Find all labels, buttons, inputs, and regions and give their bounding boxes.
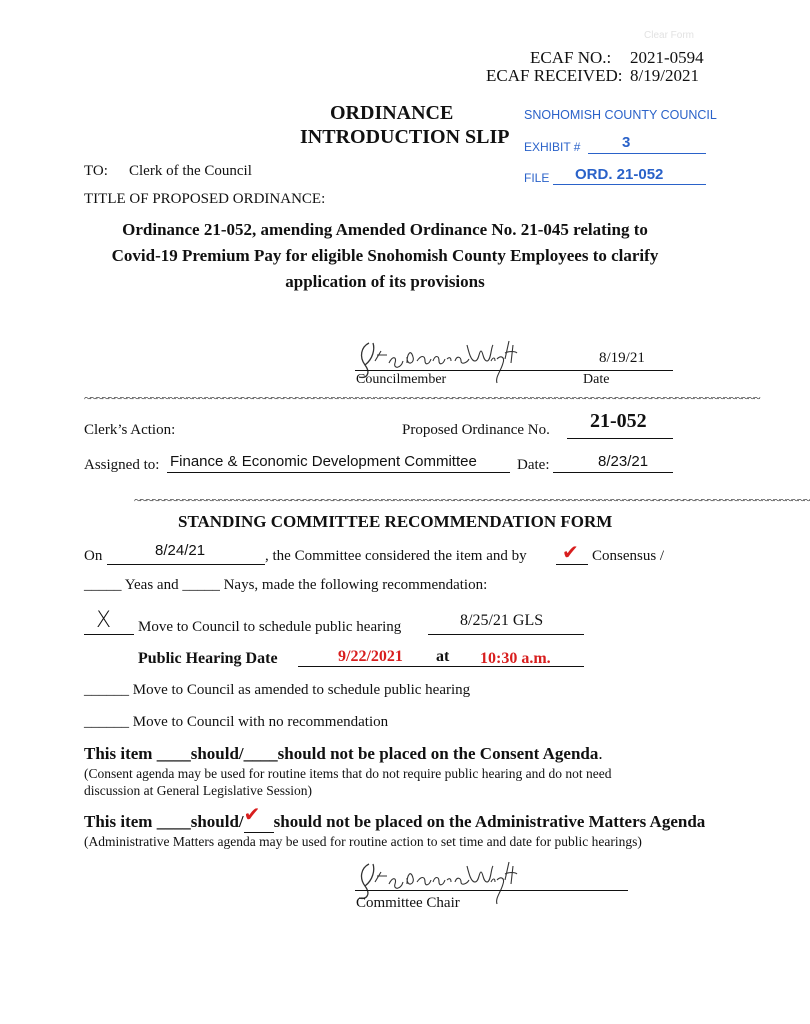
exhibit-line	[588, 153, 706, 154]
assigned-date-label: Date:	[517, 457, 550, 473]
ordinance-title-line3: application of its provisions	[285, 272, 485, 291]
on-label: On	[84, 548, 103, 564]
exhibit-label: EXHIBIT #	[524, 140, 581, 154]
council-name: SNOHOMISH COUNTY COUNCIL	[524, 108, 717, 122]
move-amended-label: ______ Move to Council as amended to schedule public hearing	[84, 682, 471, 698]
admin-heading-b: should not be placed on the Administrative Matters Agenda	[273, 812, 706, 831]
admin-heading	[84, 802, 706, 833]
consensus-label: Consensus /	[592, 548, 665, 564]
consensus-check-icon[interactable]: ✔	[562, 540, 579, 564]
separator-2: ~~~~~~~~~~~~~~~~~~~~~~~~~~~~~~~~~~~~~~~~~~~~~~~~~~~~~~~~~~~~~~~~~~~~~~~~~~~~~~~~~~~~~~~~~~~~~~~~~~~~~~~~~~~~~~~~	[134, 492, 810, 507]
admin-heading-a: This item ____should/	[84, 812, 244, 831]
signature1-line	[355, 370, 673, 371]
ordinance-title-line2: Covid-19 Premium Pay for eligible Snohomish County Employees to clarify	[111, 246, 659, 265]
file-label: FILE	[524, 171, 550, 185]
separator-1: ~~~~~~~~~~~~~~~~~~~~~~~~~~~~~~~~~~~~~~~~~~~~~~~~~~~~~~~~~~~~~~~~~~~~~~~~~~~~~~~~~~~~~~~~~~~~~~~~~~~~~~~~~~~~~~~~	[84, 390, 760, 405]
committee-chair-label: Committee Chair	[356, 895, 460, 911]
assigned-date-line	[553, 472, 673, 473]
ecaf-no-value: 2021-0594	[630, 48, 704, 67]
to-label: TO:	[84, 163, 108, 179]
committee-form-title: STANDING COMMITTEE RECOMMENDATION FORM	[178, 512, 613, 531]
move-hearing-value: 8/25/21 GLS	[460, 612, 544, 629]
assigned-label: Assigned to:	[84, 457, 160, 473]
considered-text: , the Committee considered the item and by	[265, 548, 527, 564]
assigned-value: Finance & Economic Development Committee	[170, 453, 477, 470]
proposed-no-line	[567, 438, 673, 439]
move-norec-label: ______ Move to Council with no recommendation	[84, 714, 389, 730]
file-value: ORD. 21-052	[575, 166, 664, 183]
admin-check-slot[interactable]	[243, 802, 274, 833]
to-value: Clerk of the Council	[129, 163, 252, 179]
move-hearing-mark-icon[interactable]: X	[96, 608, 112, 633]
assigned-date-value: 8/23/21	[598, 453, 649, 470]
move-hearing-blank	[84, 634, 134, 635]
public-hearing-time: 10:30 a.m.	[480, 650, 551, 667]
clerks-action-label: Clerk’s Action:	[84, 422, 176, 438]
councilmember-label: Councilmember	[356, 372, 447, 387]
clear-form-button[interactable]: Clear Form	[644, 30, 695, 41]
proposed-no-value: 21-052	[590, 410, 647, 432]
consent-note-line2: discussion at General Legislative Session)	[84, 783, 312, 798]
move-hearing-label: Move to Council to schedule public hearing	[138, 619, 402, 635]
signature2-line	[355, 890, 628, 891]
admin-note: (Administrative Matters agenda may be used for routine action to set time and date for public hearings)	[84, 834, 642, 849]
ecaf-no-label: ECAF NO.:	[530, 48, 612, 67]
consent-heading-end: .	[598, 744, 603, 763]
consensus-line	[556, 564, 588, 565]
move-hearing-line	[428, 634, 584, 635]
consent-heading	[84, 744, 603, 764]
yeas-nays-text: _____ Yeas and _____ Nays, made the following recommendation:	[84, 577, 488, 593]
consent-heading-text: This item ____should/____should not be placed on the Consent Agenda	[84, 744, 599, 763]
on-date-line	[107, 564, 265, 565]
ecaf-received-label: ECAF RECEIVED:	[486, 66, 623, 85]
title-ordinance: ORDINANCE	[330, 102, 454, 124]
signature1-date: 8/19/21	[599, 350, 645, 366]
admin-check-icon[interactable]: ✔	[243, 802, 261, 826]
public-hearing-label: Public Hearing Date	[138, 650, 278, 667]
consent-note-line1: (Consent agenda may be used for routine items that do not require public hearing and do not need	[84, 766, 612, 781]
exhibit-value: 3	[622, 134, 631, 151]
ordinance-title-line1: Ordinance 21-052, amending Amended Ordinance No. 21-045 relating to	[122, 220, 648, 239]
public-hearing-date: 9/22/2021	[338, 648, 403, 665]
proposed-title-label: TITLE OF PROPOSED ORDINANCE:	[84, 191, 326, 207]
proposed-no-label: Proposed Ordinance No.	[402, 422, 550, 438]
on-date-value: 8/24/21	[155, 542, 206, 559]
file-line	[553, 184, 706, 185]
assigned-line	[167, 472, 510, 473]
title-introduction-slip: INTRODUCTION SLIP	[300, 126, 510, 148]
at-label: at	[436, 648, 450, 665]
ecaf-received-value: 8/19/2021	[630, 66, 699, 85]
date-label: Date	[583, 372, 610, 387]
